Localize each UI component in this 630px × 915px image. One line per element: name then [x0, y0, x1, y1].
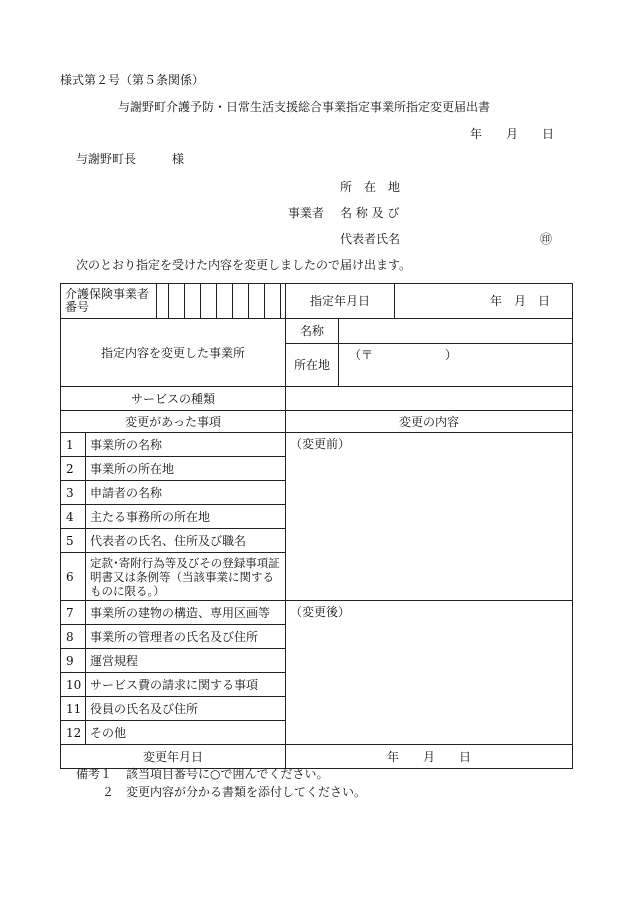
- insurer-number-digit[interactable]: [217, 284, 233, 319]
- item-label: 役員の氏名及び住所: [86, 697, 286, 721]
- item-number[interactable]: 2: [61, 457, 86, 481]
- note-1: 該当項目番号に○で囲んでください。: [126, 767, 329, 781]
- office-name-field[interactable]: [339, 319, 573, 344]
- item-number[interactable]: 10: [61, 673, 86, 697]
- postal-code: （〒 ）: [349, 348, 458, 362]
- change-content-header: 変更の内容: [286, 411, 573, 433]
- change-notification-table: [60, 283, 573, 769]
- before-change-label: （変更前）: [290, 437, 351, 451]
- item-label: 運営規程: [86, 649, 286, 673]
- document-title: 与謝野町介護予防・日常生活支援総合事業指定事業所指定変更届出書: [118, 100, 491, 114]
- item-number[interactable]: 4: [61, 505, 86, 529]
- change-date-label: 変更年月日: [61, 745, 286, 769]
- item-label: 事業所の名称: [86, 433, 286, 457]
- item-label: その他: [86, 721, 286, 745]
- item-number[interactable]: 1: [61, 433, 86, 457]
- item-number[interactable]: 12: [61, 721, 86, 745]
- form-number: 様式第２号（第５条関係）: [60, 73, 205, 87]
- item-label: 事業所の建物の構造、専用区画等: [86, 601, 286, 625]
- office-location-field[interactable]: [339, 344, 573, 387]
- after-change-field[interactable]: [286, 601, 573, 745]
- note-2: 変更内容が分かる書類を添付してください。: [126, 785, 367, 799]
- note-2-number: ２: [102, 785, 115, 799]
- representative-label: 代表者氏名: [340, 232, 401, 246]
- item-number[interactable]: 7: [61, 601, 86, 625]
- name-label: 名 称 及 び: [340, 206, 400, 220]
- item-label: 事業所の所在地: [86, 457, 286, 481]
- after-change-label: （変更後）: [290, 605, 351, 619]
- designation-date-field[interactable]: 年 月 日: [395, 284, 573, 319]
- service-type-label: サービスの種類: [61, 387, 286, 411]
- insurer-number-digit[interactable]: [233, 284, 249, 319]
- item-label: 代表者の氏名、住所及び職名: [86, 529, 286, 553]
- item-label: 定款･寄附行為等及びその登録事項証明書又は条例等（当該事業に関するものに限る。）: [86, 553, 286, 601]
- insurer-number-digit[interactable]: [185, 284, 201, 319]
- item-number[interactable]: 6: [61, 553, 86, 601]
- insurer-number-digit[interactable]: [201, 284, 217, 319]
- intro-text: 次のとおり指定を受けた内容を変更しましたので届け出ます。: [76, 258, 412, 272]
- item-number[interactable]: 8: [61, 625, 86, 649]
- service-type-field[interactable]: [286, 387, 573, 411]
- item-number[interactable]: 11: [61, 697, 86, 721]
- insurer-number-digit[interactable]: [169, 284, 185, 319]
- note-label: 備考１: [76, 767, 113, 781]
- designation-date-label: 指定年月日: [286, 284, 395, 319]
- change-date-field[interactable]: 年 月 日: [286, 745, 573, 769]
- office-label: 指定内容を変更した事業所: [61, 319, 286, 387]
- insurer-number-digit[interactable]: [265, 284, 281, 319]
- item-label: 主たる事務所の所在地: [86, 505, 286, 529]
- item-number[interactable]: 3: [61, 481, 86, 505]
- submission-date: 年 月 日: [470, 127, 555, 141]
- item-number[interactable]: 9: [61, 649, 86, 673]
- office-name-label: 名称: [286, 319, 339, 344]
- item-label: サービス費の請求に関する事項: [86, 673, 286, 697]
- addressee: 与謝野町長 様: [76, 152, 185, 166]
- address-label: 所 在 地: [340, 180, 401, 194]
- item-label: 事業所の管理者の氏名及び住所: [86, 625, 286, 649]
- before-change-field[interactable]: [286, 433, 573, 601]
- office-location-label: 所在地: [286, 344, 339, 387]
- insurer-number-digit[interactable]: [249, 284, 265, 319]
- seal-mark: ㊞: [540, 232, 553, 246]
- insurer-number-label: 介護保険事業者番号: [61, 284, 157, 319]
- item-number[interactable]: 5: [61, 529, 86, 553]
- changed-items-header: 変更があった事項: [61, 411, 286, 433]
- item-label: 申請者の名称: [86, 481, 286, 505]
- business-label: 事業者: [288, 206, 325, 220]
- insurer-number-digit[interactable]: [157, 284, 169, 319]
